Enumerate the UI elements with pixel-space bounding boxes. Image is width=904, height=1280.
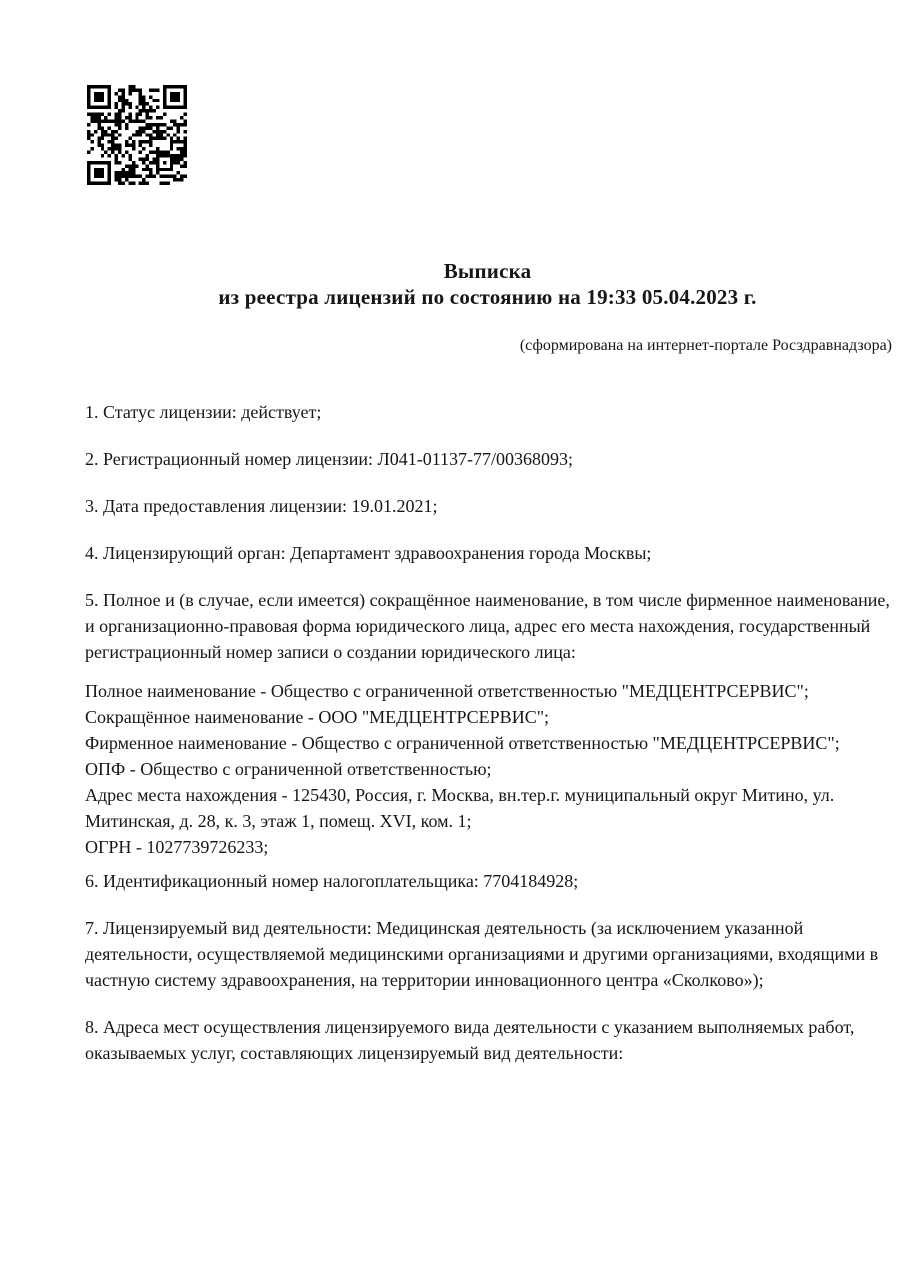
item-activity-type: 7. Лицензируемый вид деятельности: Медицинская деятельность (за исключением указанной деятельности, осуществляемой медицинскими организациями и другими организациями, входящими в частную систему здравоохранения, на территории инновационного центра «Сколково»); [85,918,879,990]
item-licensing-authority: 4. Лицензирующий орган: Департамент здравоохранения города Москвы; [85,543,652,563]
item-names-intro: 5. Полное и (в случае, если имеется) сокращённое наименование, в том числе фирменное наименование, и организационно-правовая форма юридического лица, адрес его места нахождения, государственный регистрационный номер записи о создании юридического лица: [85,590,890,662]
document-title [85,258,890,310]
qr-code [87,84,187,186]
detail-brand-name: Фирменное наименование - Общество с ограниченной ответственностью "МЕДЦЕНТРСЕРВИС"; [85,733,840,753]
detail-short-name: Сокращённое наименование - ООО "МЕДЦЕНТРСЕРВИС"; [85,707,550,727]
detail-legal-form: ОПФ - Общество с ограниченной ответственностью; [85,759,492,779]
document-subtitle: (сформирована на интернет-портале Росздравнадзора) [519,337,892,354]
item-taxpayer-number: 6. Идентификационный номер налогоплательщика: 7704184928; [85,871,579,891]
title-line-1: Выписка [443,259,532,283]
item-registration-number: 2. Регистрационный номер лицензии: Л041-01137-77/00368093; [85,449,574,469]
detail-full-name: Полное наименование - Общество с ограниченной ответственностью "МЕДЦЕНТРСЕРВИС"; [85,681,809,701]
detail-address: Адрес места нахождения - 125430, Россия, г. Москва, вн.тер.г. муниципальный округ Митино, ул. Митинская, д. 28, к. 3, этаж 1, помещ. XVI, ком. 1; [85,785,835,831]
detail-ogrn: ОГРН - 1027739726233; [85,837,269,857]
title-line-2: из реестра лицензий по состоянию на 19:33 05.04.2023 г. [218,285,757,309]
organization-details [85,678,890,860]
item-grant-date: 3. Дата предоставления лицензии: 19.01.2021; [85,496,438,516]
document-body [85,399,890,1087]
item-addresses-intro: 8. Адреса мест осуществления лицензируемого вида деятельности с указанием выполняемых работ, оказываемых услуг, составляющих лицензируемый вид деятельности: [85,1017,855,1063]
item-license-status: 1. Статус лицензии: действует; [85,402,322,422]
